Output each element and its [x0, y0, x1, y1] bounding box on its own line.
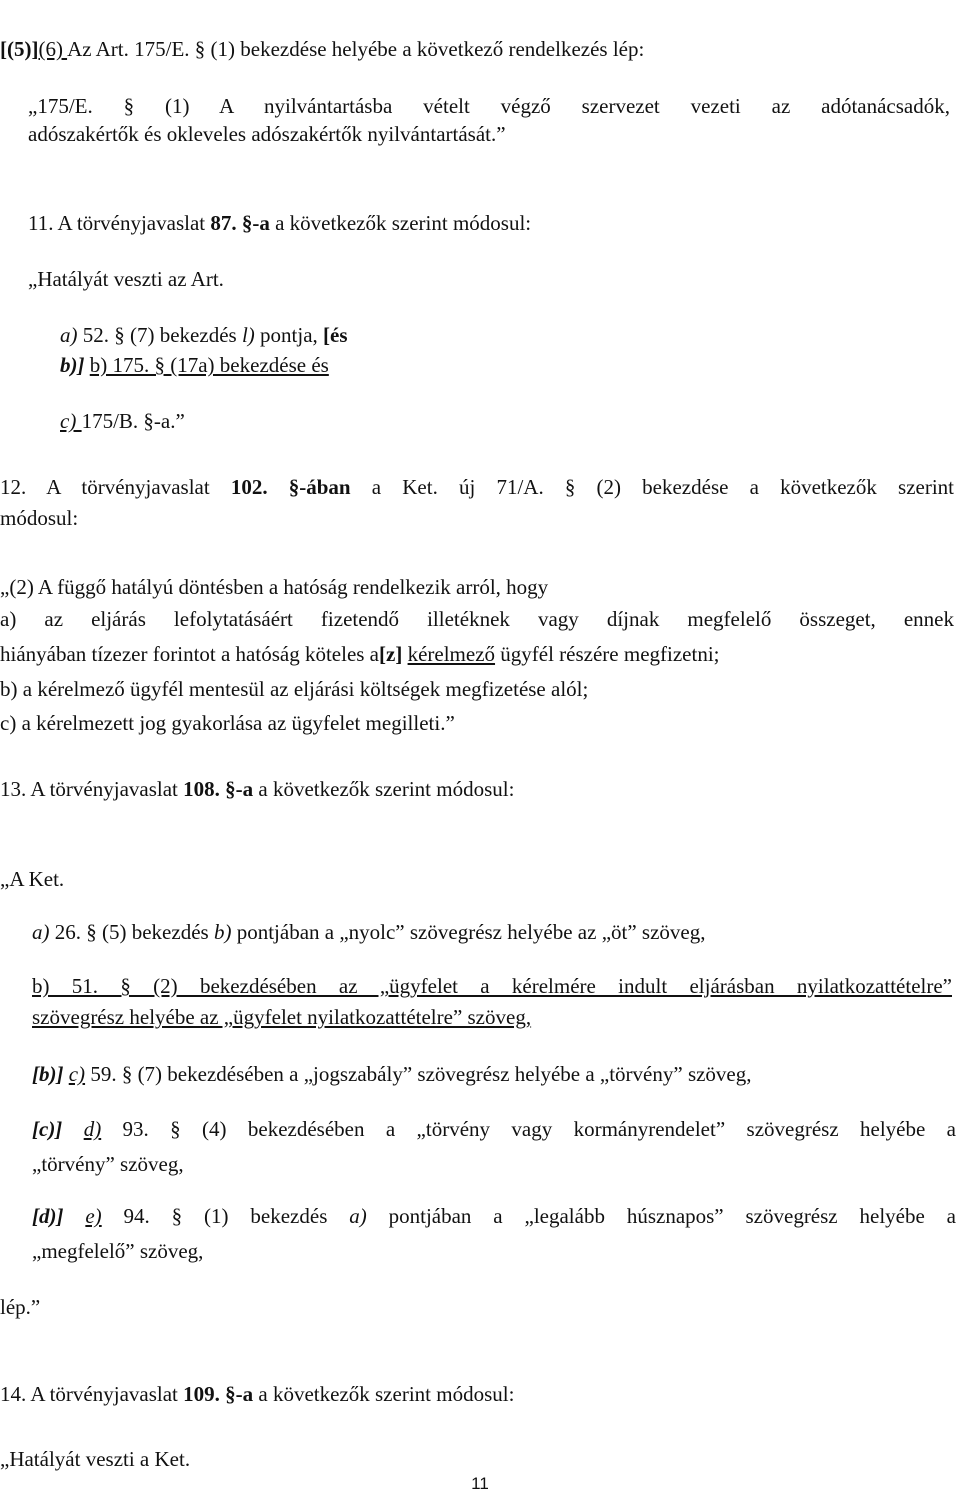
deleted-marker: [c)] [32, 1117, 63, 1141]
inserted-text: b) 175. § (17a) bekezdése és [89, 353, 329, 377]
point-letter: a) [349, 1204, 367, 1228]
quote-175e-line2: adószakértők és okleveles adószakértők nyilvántartását.” [28, 122, 506, 146]
text: pontjában a „nyolc” szövegrész helyébe az „öt” szöveg, [231, 920, 706, 944]
text: 11. A törvényjavaslat [28, 211, 211, 235]
quote-175e-line1: „175/E. § (1) A nyilvántartásba vételt végző szervezet vezeti az adótanácsadók, [28, 94, 950, 118]
text: 175/B. §-a.” [81, 409, 185, 433]
item-14-quote: „Hatályát veszti a Ket. [0, 1447, 191, 1471]
inserted-text: kérelmező [407, 642, 496, 666]
text: a következők szerint módosul: [269, 211, 532, 235]
item-13-heading [0, 776, 514, 802]
inserted-marker: (6) [38, 37, 68, 61]
point-letter: a) [32, 920, 50, 944]
point-letter: a) [60, 323, 78, 347]
text: hiányában tízezer forintot a hatóság köteles a [0, 642, 380, 666]
item-13-d-line1 [32, 1116, 956, 1142]
item-11-heading [28, 210, 531, 236]
item-14-heading [0, 1381, 514, 1407]
item-12-quote-line3 [0, 641, 720, 667]
item-12-heading-line1 [0, 474, 954, 500]
item-12-quote-line4: b) a kérelmező ügyfél mentesül az eljárási költségek megfizetése alól; [0, 677, 589, 701]
inserted-marker: c) [60, 409, 82, 433]
page-number: 11 [471, 1474, 489, 1493]
deleted-marker: [d)] [32, 1204, 64, 1228]
text: 93. § (4) bekezdésében a „törvény vagy kormányrendelet” szövegrész helyébe a [101, 1117, 957, 1141]
bold-ref: 108. §-a [183, 777, 254, 801]
deleted-marker: b)] [60, 353, 85, 377]
item-13-d-line2: „törvény” szöveg, [32, 1152, 184, 1176]
item-11-a [60, 322, 348, 348]
item-11-quote: „Hatályát veszti az Art. [28, 267, 224, 291]
text: ügyfél részére megfizetni; [495, 642, 720, 666]
item-11-c [60, 408, 185, 434]
deleted-marker: [b)] [32, 1062, 64, 1086]
text: a következők szerint módosul: [253, 1382, 515, 1406]
text: 26. § (5) bekezdés [49, 920, 214, 944]
inserted-marker: e) [85, 1204, 102, 1228]
text: 12. A törvényjavaslat [0, 475, 231, 499]
amendment-175e-intro [0, 36, 644, 62]
text: a következők szerint módosul: [253, 777, 515, 801]
text: 14. A törvényjavaslat [0, 1382, 184, 1406]
inserted-marker: d) [83, 1117, 102, 1141]
item-13-e-line2: „megfelelő” szöveg, [32, 1239, 204, 1263]
item-13-a [32, 919, 705, 945]
text: 59. § (7) bekezdésében a „jogszabály” szövegrész helyébe a „törvény” szöveg, [85, 1062, 752, 1086]
item-12-quote-line5: c) a kérelmezett jog gyakorlása az ügyfelet megilleti.” [0, 711, 455, 735]
text: 94. § (1) bekezdés [101, 1204, 350, 1228]
item-13-e-line1 [32, 1203, 956, 1229]
item-12-quote-line2: a) az eljárás lefolytatásáért fizetendő illetéknek vagy díjnak megfelelő összeget, ennek [0, 607, 954, 631]
text: pontjában a „legalább húsznapos” szövegrész helyébe a [366, 1204, 956, 1228]
item-12-heading-line2: módosul: [0, 506, 79, 530]
text: Az Art. 175/E. § (1) bekezdése helyébe a következő rendelkezés lép: [67, 37, 645, 61]
inserted-marker: c) [68, 1062, 86, 1086]
text: pontja, [254, 323, 324, 347]
bold-ref: 87. §-a [210, 211, 270, 235]
text: 13. A törvényjavaslat [0, 777, 184, 801]
text: 52. § (7) bekezdés [77, 323, 242, 347]
point-letter: l) [241, 323, 255, 347]
item-12-quote-line1: „(2) A függő hatályú döntésben a hatóság rendelkezik arról, hogy [0, 575, 549, 599]
bold-ref: 102. §-ában [230, 475, 351, 499]
bold-ref: 109. §-a [183, 1382, 254, 1406]
item-13-quote: „A Ket. [0, 867, 65, 891]
point-letter: b) [213, 920, 232, 944]
deleted-marker: [és [323, 323, 348, 347]
deleted-marker: [z] [379, 642, 403, 666]
deleted-marker: [(5)] [0, 37, 39, 61]
item-11-b [60, 352, 329, 378]
item-13-closing: lép.” [0, 1295, 41, 1319]
text: a Ket. új 71/A. § (2) bekezdése a következők szerint [350, 475, 954, 499]
item-13-b-line2: szövegrész helyébe az „ügyfelet nyilatkozattételre” szöveg, [32, 1005, 532, 1029]
item-13-b-line1: b) 51. § (2) bekezdésében az „ügyfelet a kérelmére indult eljárásban nyilatkozattételre” [32, 974, 952, 998]
item-13-c [32, 1061, 752, 1087]
